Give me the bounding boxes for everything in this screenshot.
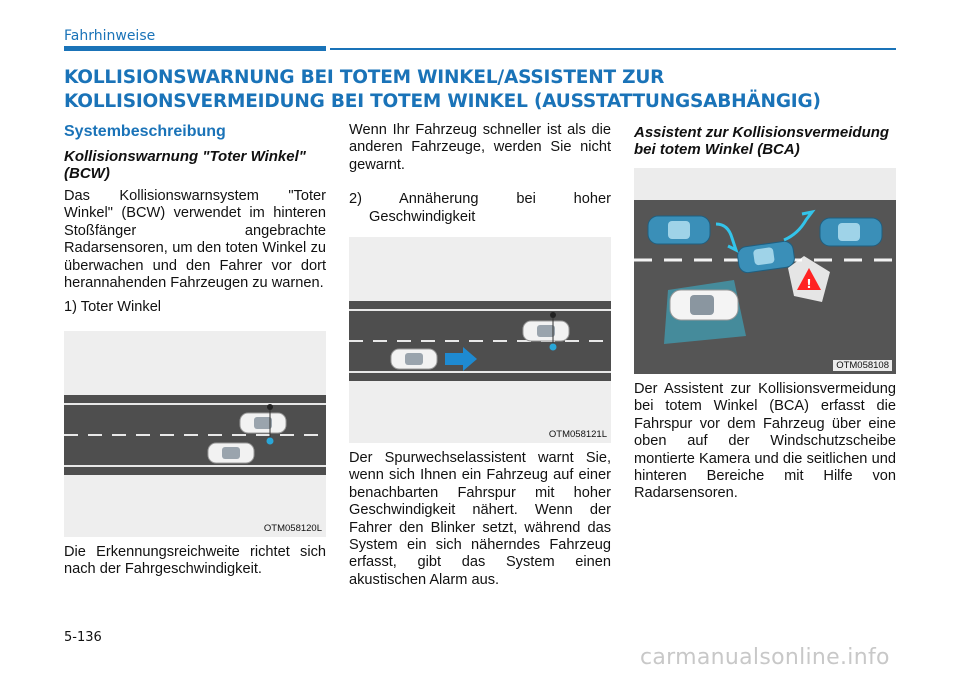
paragraph: Die Erkennungsreichweite richtet sich nach der Fahrgeschwindigkeit. [64, 543, 326, 578]
car-icon [208, 443, 254, 463]
header-rule [330, 48, 896, 50]
paragraph: Das Kollisionswarnsystem "Toter Winkel" (BCW) verwendet im hinteren Stoßfänger angebrachte Radarsensoren, um den toten Winkel zu überwachen und den Fahrer vor dort herannahenden Fahrzeugen zu warnen. [64, 188, 326, 292]
car-icon [391, 349, 437, 369]
car-icon [670, 290, 738, 320]
watermark: carmanualsonline.info [640, 645, 890, 670]
page-number: 5-136 [64, 630, 102, 645]
column-1 [64, 122, 326, 579]
car-icon [820, 218, 882, 246]
header-bar [64, 46, 326, 51]
illustration-high-speed [349, 237, 611, 443]
section-label: Fahrhinweise [64, 28, 156, 44]
figure-high-speed [349, 237, 611, 443]
section-heading: Systembeschreibung [64, 123, 226, 140]
column-3 [634, 122, 896, 503]
list-item: 2) Annäherung bei hoher Geschwindigkeit [349, 191, 611, 225]
figure-caption: OTM058120L [263, 522, 322, 534]
car-icon [648, 216, 710, 244]
car-icon [523, 321, 569, 341]
svg-text:!: ! [806, 277, 812, 291]
figure-caption: OTM058121L [548, 429, 607, 441]
sub-heading-bcw: Kollisionswarnung "Toter Winkel" (BCW) [64, 148, 306, 182]
figure-caption: OTM058108 [833, 360, 892, 371]
column-2 [349, 122, 611, 589]
sub-heading-bca: Assistent zur Kollisionsvermeidung bei totem Winkel (BCA) [634, 124, 890, 158]
paragraph: Der Assistent zur Kollisionsvermeidung bei totem Winkel (BCA) erfasst die Fahrspur vor dem Fahrzeug über eine oben auf der Windschutzscheibe montierte Kamera und die seitlichen und hinteren Bereiche mit Hilfe von Radarsensoren. [634, 381, 896, 502]
figure-bca [634, 168, 896, 374]
figure-blind-spot [64, 331, 326, 537]
page-title: KOLLISIONSWARNUNG BEI TOTEM WINKEL/ASSISTENT ZUR KOLLISIONSVERMEIDUNG BEI TOTEM WINKEL (AUSSTATTUNGSABHÄNGIG) [64, 67, 821, 112]
list-item: 1) Toter Winkel [64, 299, 162, 316]
paragraph: Wenn Ihr Fahrzeug schneller ist als die anderen Fahrzeuge, werden Sie nicht gewarnt. [349, 122, 611, 173]
car-icon [240, 413, 286, 433]
illustration-bca [634, 168, 896, 374]
paragraph: Der Spurwechselassistent warnt Sie, wenn sich Ihnen ein Fahrzeug auf einer benachbarten Fahrspur mit hoher Geschwindigkeit nähert. Wenn der Fahrer den Blinker setzt, während das System ein sich näherndes Fahrzeug erfasst, gibt das System einen akustischen Alarm aus. [349, 450, 611, 588]
illustration-blind-spot [64, 331, 326, 537]
